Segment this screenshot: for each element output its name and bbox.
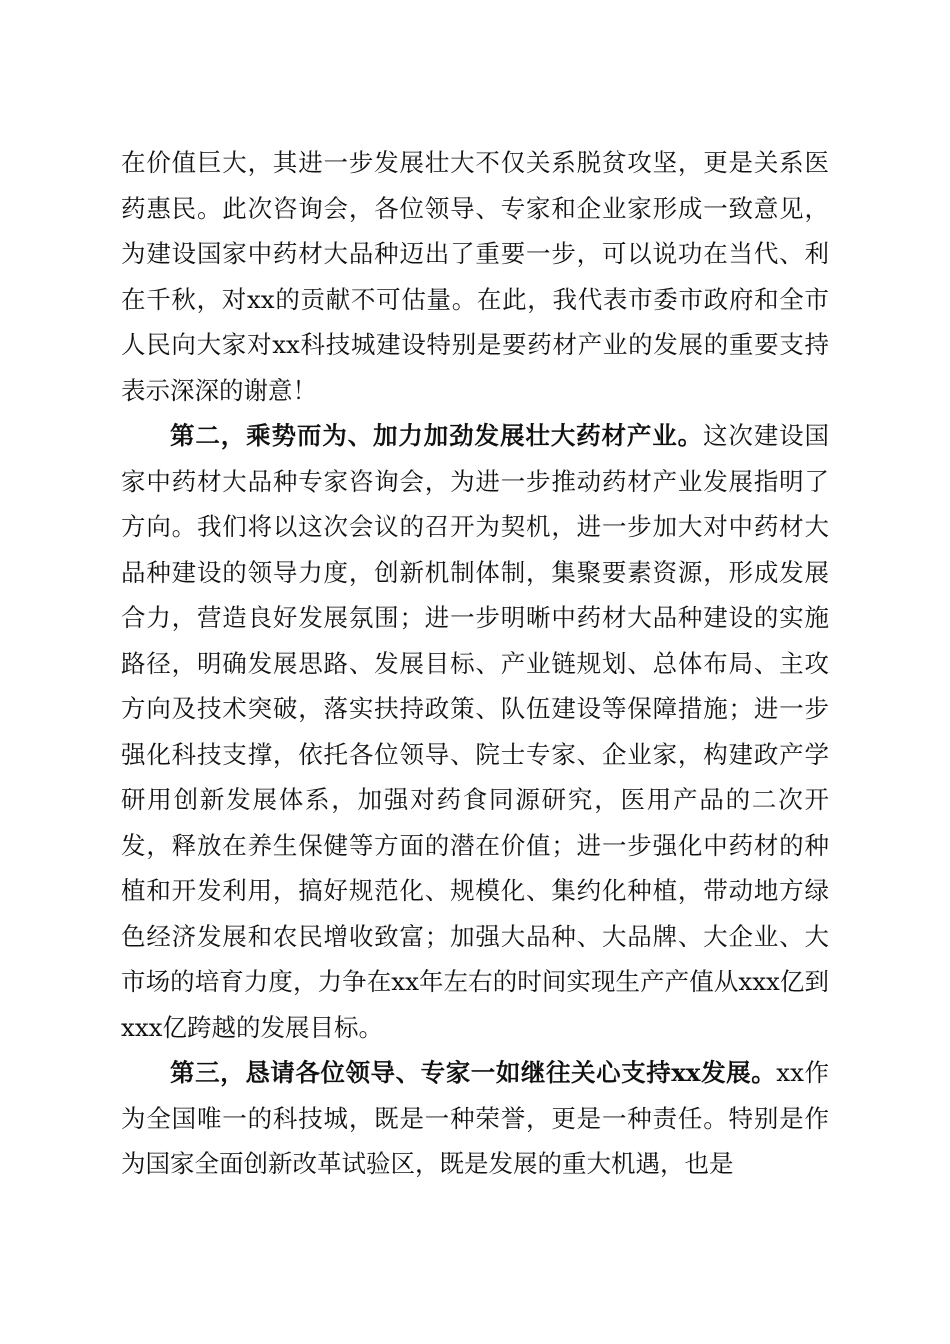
- paragraph-heading: 第二，乘势而为、加力加劲发展壮大药材产业。: [170, 421, 703, 450]
- paragraph-third-point: [121, 1050, 829, 1187]
- paragraph-heading: 第三，恳请各位领导、专家一如继往关心支持xx发展。: [170, 1058, 777, 1087]
- document-page: [121, 140, 829, 1187]
- paragraph-continuation: [121, 140, 829, 413]
- paragraph-text: xx作为全国唯一的科技城，既是一种荣誉，更是一种责任。特别是作为国家全面创新改革试验区，既是发展的重大机遇，也是: [121, 1058, 829, 1178]
- paragraph-text: 这次建设国家中药材大品种专家咨询会，为进一步推动药材产业发展指明了方向。我们将以这次会议的召开为契机，进一步加大对中药材大品种建设的领导力度，创新机制体制，集聚要素资源，形成发展合力，营造良好发展氛围；进一步明晰中药材大品种建设的实施路径，明确发展思路、发展目标、产业链规划、总体布局、主攻方向及技术突破，落实扶持政策、队伍建设等保障措施；进一步强化科技支撑，依托各位领导、院士专家、企业家，构建政产学研用创新发展体系，加强对药食同源研究，医用产品的二次开发，释放在养生保健等方面的潜在价值；进一步强化中药材的种植和开发利用，搞好规范化、规模化、集约化种植，带动地方绿色经济发展和农民增收致富；加强大品种、大品牌、大企业、大市场的培育力度，力争在xx年左右的时间实现生产产值从xxx亿到xxx亿跨越的发展目标。: [121, 421, 830, 1042]
- paragraph-text: 在价值巨大，其进一步发展壮大不仅关系脱贫攻坚，更是关系医药惠民。此次咨询会，各位领导、专家和企业家形成一致意见，为建设国家中药材大品种迈出了重要一步，可以说功在当代、利在千秋，对xx的贡献不可估量。在此，我代表市委市政府和全市人民向大家对xx科技城建设特别是要药材产业的发展的重要支持表示深深的谢意！: [121, 148, 829, 405]
- paragraph-second-point: [121, 413, 829, 1050]
